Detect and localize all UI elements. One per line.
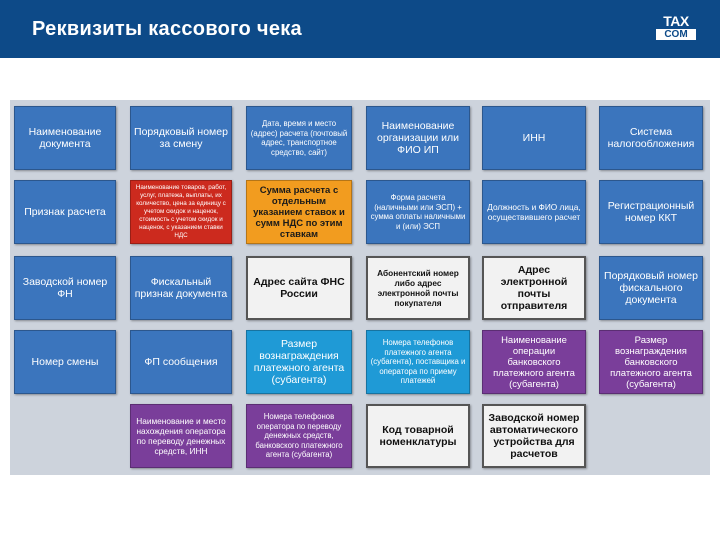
cell-shift-sequence-number: Порядковый номер за смену [130, 106, 232, 170]
cell-fn-serial-number: Заводской номер ФН [14, 256, 116, 320]
requisites-grid [10, 100, 710, 475]
cell-message-fp: ФП сообщения [130, 330, 232, 394]
cell-shift-number: Номер смены [14, 330, 116, 394]
cell-inn: ИНН [482, 106, 586, 170]
cell-document-name: Наименование документа [14, 106, 116, 170]
logo-bottom-text: COM [656, 29, 696, 40]
cell-transfer-operator-phones: Номера телефонов оператора по переводу денежных средств, банковского платежного агента (субагента) [246, 404, 352, 468]
cell-payment-type: Признак расчета [14, 180, 116, 244]
cell-goods-nomenclature-code: Код товарной номенклатуры [366, 404, 470, 468]
cell-fns-website: Адрес сайта ФНС России [246, 256, 352, 320]
header-bar [0, 0, 720, 58]
cell-automatic-device-number: Заводской номер автоматического устройства для расчетов [482, 404, 586, 468]
cell-organization-name: Наименование организации или ФИО ИП [366, 106, 470, 170]
page-title: Реквизиты кассового чека [32, 18, 302, 40]
taxcom-logo [656, 15, 696, 40]
logo-top-text: TAX [663, 13, 689, 29]
cell-fiscal-sign: Фискальный признак документа [130, 256, 232, 320]
cell-tax-system: Система налогообложения [599, 106, 703, 170]
cell-sender-email: Адрес электронной почты отправителя [482, 256, 586, 320]
cell-fiscal-document-number: Порядковый номер фискального документа [599, 256, 703, 320]
cell-date-time-place: Дата, время и место (адрес) расчета (почтовый адрес, транспортное средство, сайт) [246, 106, 352, 170]
cell-bank-agent-operation: Наименование операции банковского платежного агента (субагента) [482, 330, 586, 394]
cell-buyer-contact: Абонентский номер либо адрес электронной почты покупателя [366, 256, 470, 320]
cell-payment-agent-phones: Номера телефонов платежного агента (субагента), поставщика и оператора по приему платежей [366, 330, 470, 394]
cell-goods-description: Наименование товаров, работ, услуг, платежа, выплаты, их количество, цена за единицу с учетом скидок и наценок, стоимость с учетом скидок и наценок, с указанием ставки НДС [130, 180, 232, 244]
cell-bank-agent-fee: Размер вознаграждения банковского платежного агента (субагента) [599, 330, 703, 394]
cell-payment-sum-vat: Сумма расчета с отдельным указанием ставок и сумм НДС по этим ставкам [246, 180, 352, 244]
cell-kkt-registration-number: Регистрационный номер ККТ [599, 180, 703, 244]
cell-payment-form: Форма расчета (наличными или ЭСП) + сумма оплаты наличными и (или) ЭСП [366, 180, 470, 244]
cell-payment-agent-fee: Размер вознаграждения платежного агента (субагента) [246, 330, 352, 394]
cell-cashier-position-name: Должность и ФИО лица, осуществившего расчет [482, 180, 586, 244]
cell-money-transfer-operator: Наименование и место нахождения оператора по переводу денежных средств, ИНН [130, 404, 232, 468]
